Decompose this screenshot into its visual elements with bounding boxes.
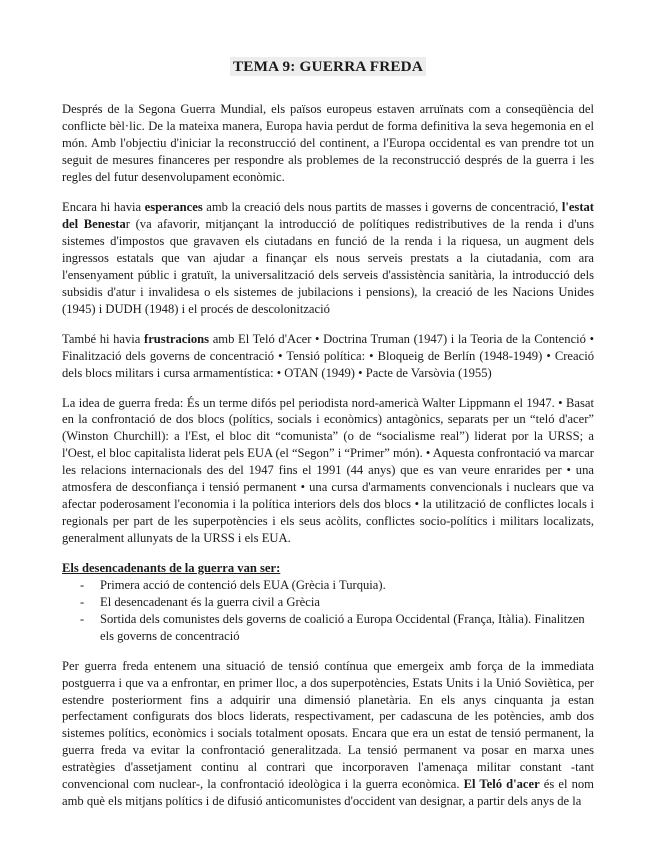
- paragraph-definicio-guerra-freda: [62, 658, 594, 810]
- spacer-3: [62, 382, 594, 395]
- list-item: [62, 611, 594, 645]
- spacer-4: [62, 547, 594, 560]
- p2-rest: r (va afavorir, mitjançant la introducció de polítiques redistributives de la renda i d'uns sistemes d'impostos que gravaven els ciutadans en funció de la renda i la riquesa, un augment dels ingressos estatals que van ajudar a finançar els nous serveis prestats a la ciutadania, com ara l'ensenyament públic i gratuït, la universalització dels serveis d'assistència sanitària, la introducció dels subsidis d'atur i invalidesa o els sistemes de jubilacions i pensions), la creació de les Nacions Unides (1945) i DUDH (1948) i el procés de descolonització: [62, 217, 594, 316]
- document-content: [62, 0, 594, 810]
- p3-bold-frustracions: frustracions: [144, 331, 210, 346]
- p5-bold-telo-dacer: El Teló d'acer: [463, 777, 540, 792]
- dash-bullet-icon: -: [80, 594, 85, 609]
- spacer-1: [62, 186, 594, 199]
- paragraph-postwar-europe: [62, 101, 594, 186]
- p2-mid: amb la creació dels nous partits de masses i governs de concentració,: [202, 200, 562, 215]
- p3-rest: amb El Teló d'Acer • Doctrina Truman (1947) i la Teoria de la Contenció • Finalització dels governs de concentració • Tensió política: • Bloqueig de Berlín (1948-1949) • Creació dels blocs militars i cursa armamentística: • OTAN (1949) • Pacte de Varsòvia (1955): [62, 331, 594, 380]
- p2-bold-estat-benestar: l'estat del Benesta: [62, 200, 595, 232]
- dash-bullet-icon: -: [80, 611, 85, 626]
- list-item: [62, 594, 594, 611]
- p2-bold-esperances: esperances: [144, 200, 203, 215]
- desencadenants-list: [62, 577, 594, 645]
- page-title-text: TEMA 9: GUERRA FREDA: [230, 57, 426, 76]
- p3-lead: També hi havia: [62, 331, 145, 346]
- paragraph-esperances: [62, 199, 594, 318]
- list-item-label: El desencadenant és la guerra civil a Grècia: [100, 594, 320, 609]
- page-title: [62, 0, 594, 75]
- dash-bullet-icon: -: [80, 577, 85, 592]
- spacer-after-title: [62, 75, 594, 101]
- p5-lead: Per guerra freda entenem una situació de tensió contínua que emergeix amb força de la immediata postguerra i que va a enfrontar, en primer lloc, a dos superpotències, Estats Units i la Unió Soviètica, per estendre posteriorment fins a adquirir una dimensió planetària. En els anys cinquanta ja estan perfectament configurats dos blocs liderats, respectivament, per cadascuna de les potències, amb dos sistemes polítics, econòmics i socials totalment oposats. Encara que era un estat de tensió permanent, la guerra freda va evitar la confrontació generalitzada. La tensió permanent va posar en marxa unes estratègies d'assetjament continu al contrari que incorporaven l'amenaça militar constant -tant convencional com nuclear-, la confrontació ideològica i la guerra econòmica.: [62, 658, 594, 792]
- paragraph-idea-guerra-freda: [62, 395, 594, 547]
- p5-rest: és el nom amb què els mitjans polítics i de difusió anticomunistes d'occident van designar, a partir dels anys de la: [62, 777, 594, 809]
- paragraph-postwar-europe-text: Després de la Segona Guerra Mundial, els països europeus estaven arruïnats com a conseqüència del conflicte bèl·lic. De la mateixa manera, Europa havia perdut de forma definitiva la seva hegemonia en el món. Amb l'objectiu d'iniciar la reconstrucció del continent, a l'Europa occidental es van prendre tot un seguit de mesures financeres per respondre als problemes de la reconstrucció després de la guerra i les regles del futur desenvolupament econòmic.: [62, 102, 594, 185]
- p2-lead: Encara hi havia: [62, 200, 145, 215]
- p4-text: La idea de guerra freda: És un terme difós pel periodista nord-americà Walter Lippmann el 1947. • Basat en la confrontació de dos blocs (polítics, socials i econòmics) antagònics, separats per un “teló d'acer” (Winston Churchill): a l'Est, el bloc dit “comunista” (o de “socialisme real”) liderat por la URSS; a l'Oest, el bloc capitalista liderat pels EUA (el “Segon” i “Primer” món). • Aquesta confrontació va marcar les relacions internacionals des del 1947 fins el 1991 (44 anys) que es van veure enrarides per • una atmosfera de desconfiança i tensió permanent • una cursa d'armaments convencionals i nuclears que va afectar poderosament l'economia i la política interiors dels dos blocs • la utilització de conflictes locals i regionals per part de les superpotències i els seus acòlits, conflictes socio-polítics i militars localizats, generalment allunyats de la URSS i els EUA.: [62, 395, 594, 546]
- spacer-5: [62, 645, 594, 658]
- list-item-label: Primera acció de contenció dels EUA (Grècia i Turquia).: [100, 577, 386, 592]
- list-item: [62, 577, 594, 594]
- paragraph-frustracions: [62, 331, 594, 382]
- section-heading-desencadenants: Els desencadenants de la guerra van ser:: [62, 560, 281, 575]
- spacer-2: [62, 318, 594, 331]
- list-item-label: Sortida dels comunistes dels governs de coalició a Europa Occidental (França, Itàlia). Finalitzen els governs de concentració: [100, 611, 585, 643]
